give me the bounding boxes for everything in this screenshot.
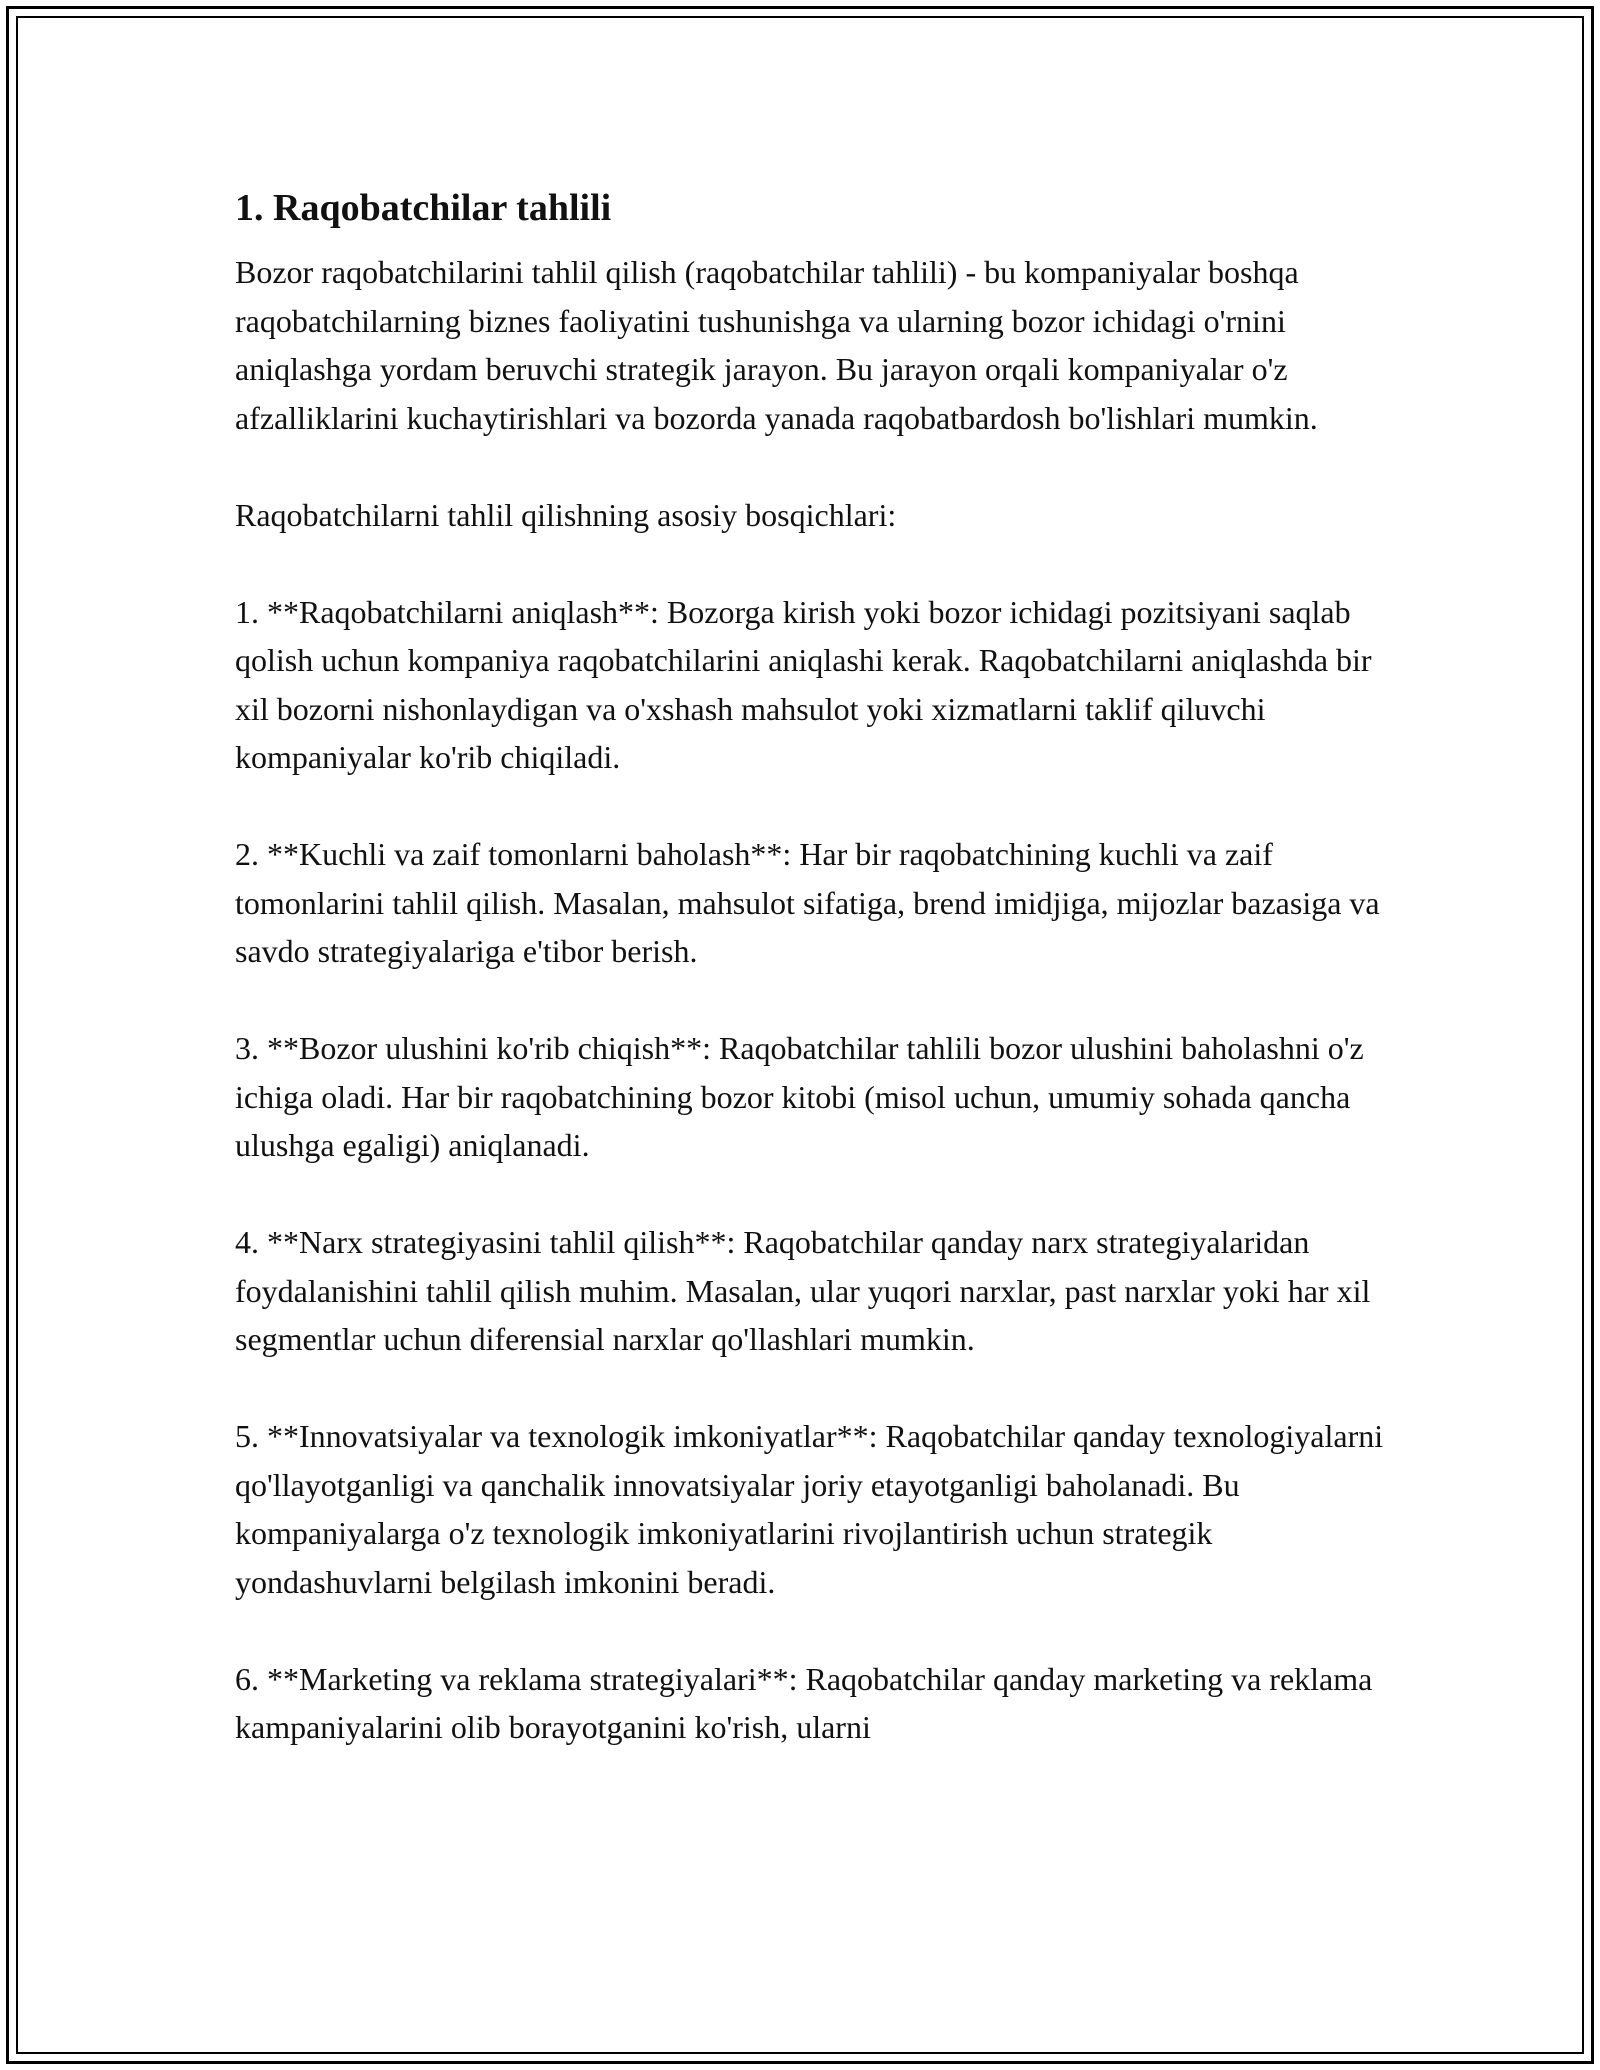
intro-paragraph: Bozor raqobatchilarini tahlil qilish (raqobatchilar tahlili) - bu kompaniyalar boshqa raqobatchilarning biznes faoliyatini tushunishga va ularning bozor ichidagi o'rnini aniqlashga yordam beruvchi strategik jarayon. Bu jarayon orqali kompaniyalar o'z afzalliklarini kuchaytirishlari va bozorda yanada raqobatbardosh bo'lishlari mumkin. bbox=[235, 254, 1318, 436]
step-5-paragraph: 5. **Innovatsiyalar va texnologik imkoniyatlar**: Raqobatchilar qanday texnologiyalarni qo'llayotganligi va qanchalik innovatsiyalar joriy etayotganligi baholanadi. Bu kompaniyalarga o'z texnologik imkoniyatlarini rivojlantirish uchun strategik yondashuvlarni belgilash imkonini beradi. bbox=[235, 1418, 1384, 1600]
step-2-paragraph: 2. **Kuchli va zaif tomonlarni baholash**: Har bir raqobatchining kuchli va zaif tomonlarini tahlil qilish. Masalan, mahsulot sifatiga, brend imidjiga, mijozlar bazasiga va savdo strategiyalariga e'tibor berish. bbox=[235, 836, 1380, 969]
step-4-paragraph: 4. **Narx strategiyasini tahlil qilish**: Raqobatchilar qanday narx strategiyalaridan foydalanishini tahlil qilish muhim. Masalan, ular yuqori narxlar, past narxlar yoki har xil segmentlar uchun diferensial narxlar qo'llashlari mumkin. bbox=[235, 1224, 1371, 1357]
steps-heading-paragraph: Raqobatchilarni tahlil qilishning asosiy bosqichlari: bbox=[235, 496, 897, 533]
step-3-paragraph: 3. **Bozor ulushini ko'rib chiqish**: Raqobatchilar tahlili bozor ulushini baholashni o'z ichiga oladi. Har bir raqobatchining bozor kitobi (misol uchun, umumiy sohada qancha ulushga egaligi) aniqlanadi. bbox=[235, 1030, 1364, 1163]
step-6-paragraph: 6. **Marketing va reklama strategiyalari**: Raqobatchilar qanday marketing va reklama kampaniyalarini olib borayotganini ko'rish, ularni bbox=[235, 1660, 1373, 1745]
document-title: 1. Raqobatchilar tahlili bbox=[235, 187, 612, 229]
document-body bbox=[235, 184, 1385, 1800]
step-1-paragraph: 1. **Raqobatchilarni aniqlash**: Bozorga kirish yoki bozor ichidagi pozitsiyani saqlab qolish uchun kompaniya raqobatchilarini aniqlashi kerak. Raqobatchilarni aniqlashda bir xil bozorni nishonlaydigan va o'xshash mahsulot yoki xizmatlarni taklif qiluvchi kompaniyalar ko'rib chiqiladi. bbox=[235, 593, 1372, 775]
